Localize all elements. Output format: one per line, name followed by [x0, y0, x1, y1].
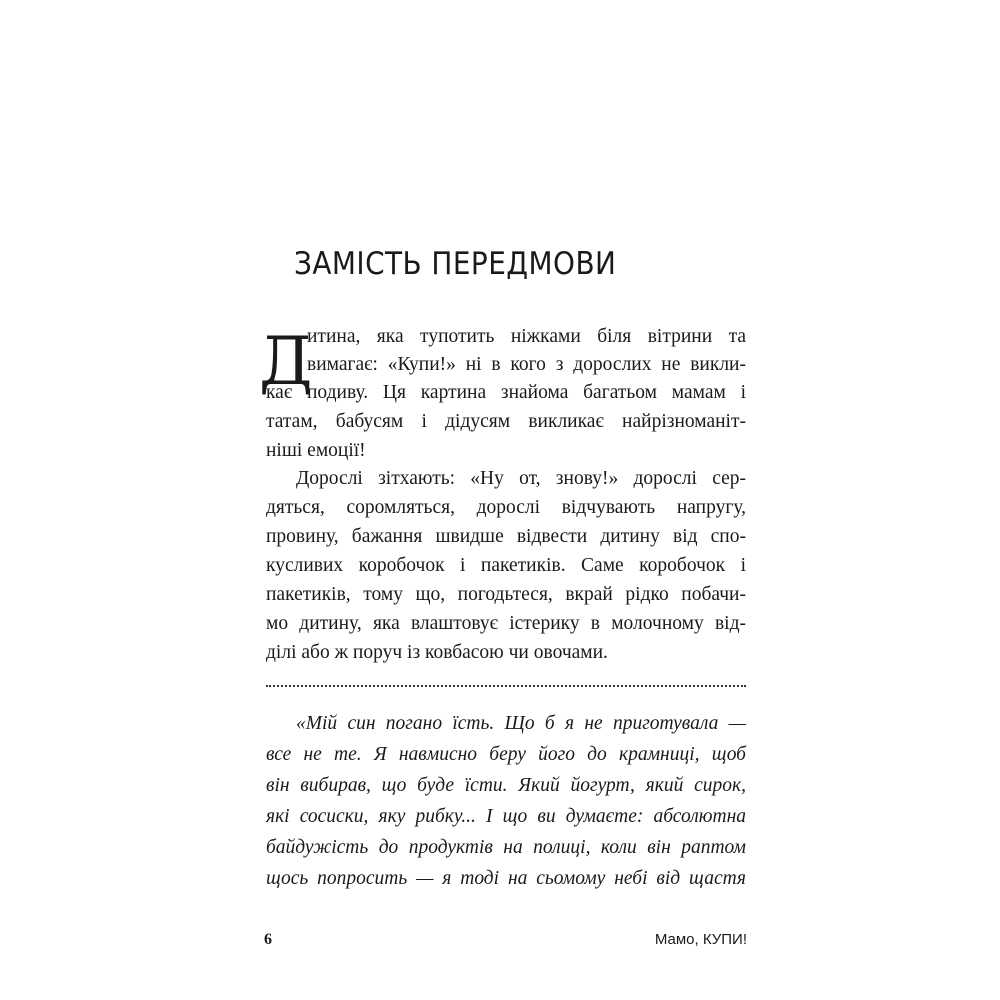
- paragraph-line: дяться, соромляться, дорослі відчувають напругу,: [266, 497, 746, 518]
- paragraph-line: кусливих коробочок і пакетиків. Саме коробочок і: [266, 555, 746, 576]
- paragraph-line: татам, бабусям і дідусям викликає найрізноманіт-: [266, 411, 746, 432]
- paragraph-line: ділі або ж поруч із ковбасою чи овочами.: [266, 642, 608, 663]
- paragraph-line: вимагає: «Купи!» ні в кого з дорослих не викли-: [307, 354, 746, 375]
- drop-cap: Д: [259, 323, 313, 400]
- quote-line: він вибирав, що буде їсти. Який йогурт, який сирок,: [266, 775, 746, 796]
- running-title: Мамо, КУПИ!: [654, 931, 747, 948]
- quote-line: «Мій син погано їсть. Що б я не приготувала —: [296, 713, 746, 734]
- quote-line: які сосиски, яку рибку... І що ви думаєте: абсолютна: [266, 806, 746, 827]
- dotted-divider: [266, 685, 746, 687]
- chapter-title: ЗАМІСТЬ ПЕРЕДМОВИ: [294, 246, 617, 282]
- paragraph-line: итина, яка тупотить ніжками біля вітрини та: [307, 326, 746, 347]
- page-number: 6: [264, 931, 272, 948]
- paragraph-line: мо дитину, яка влаштовує істерику в молочному від-: [266, 613, 746, 634]
- paragraph-line: провину, бажання швидше відвести дитину від спо-: [266, 526, 746, 547]
- paragraph-line: ніші емоції!: [266, 440, 366, 461]
- paragraph-line: кає подиву. Ця картина знайома багатьом мамам і: [266, 382, 746, 403]
- paragraph-line: Дорослі зітхають: «Ну от, знову!» дорослі сер-: [296, 468, 746, 489]
- paragraph-line: пакетиків, тому що, погодьтеся, вкрай рідко побачи-: [266, 584, 746, 605]
- quote-line: щось попросить — я тоді на сьомому небі від щастя: [266, 868, 746, 889]
- quote-line: все не те. Я навмисно беру його до крамниці, щоб: [266, 744, 746, 765]
- quote-line: байдужість до продуктів на полиці, коли він раптом: [266, 837, 746, 858]
